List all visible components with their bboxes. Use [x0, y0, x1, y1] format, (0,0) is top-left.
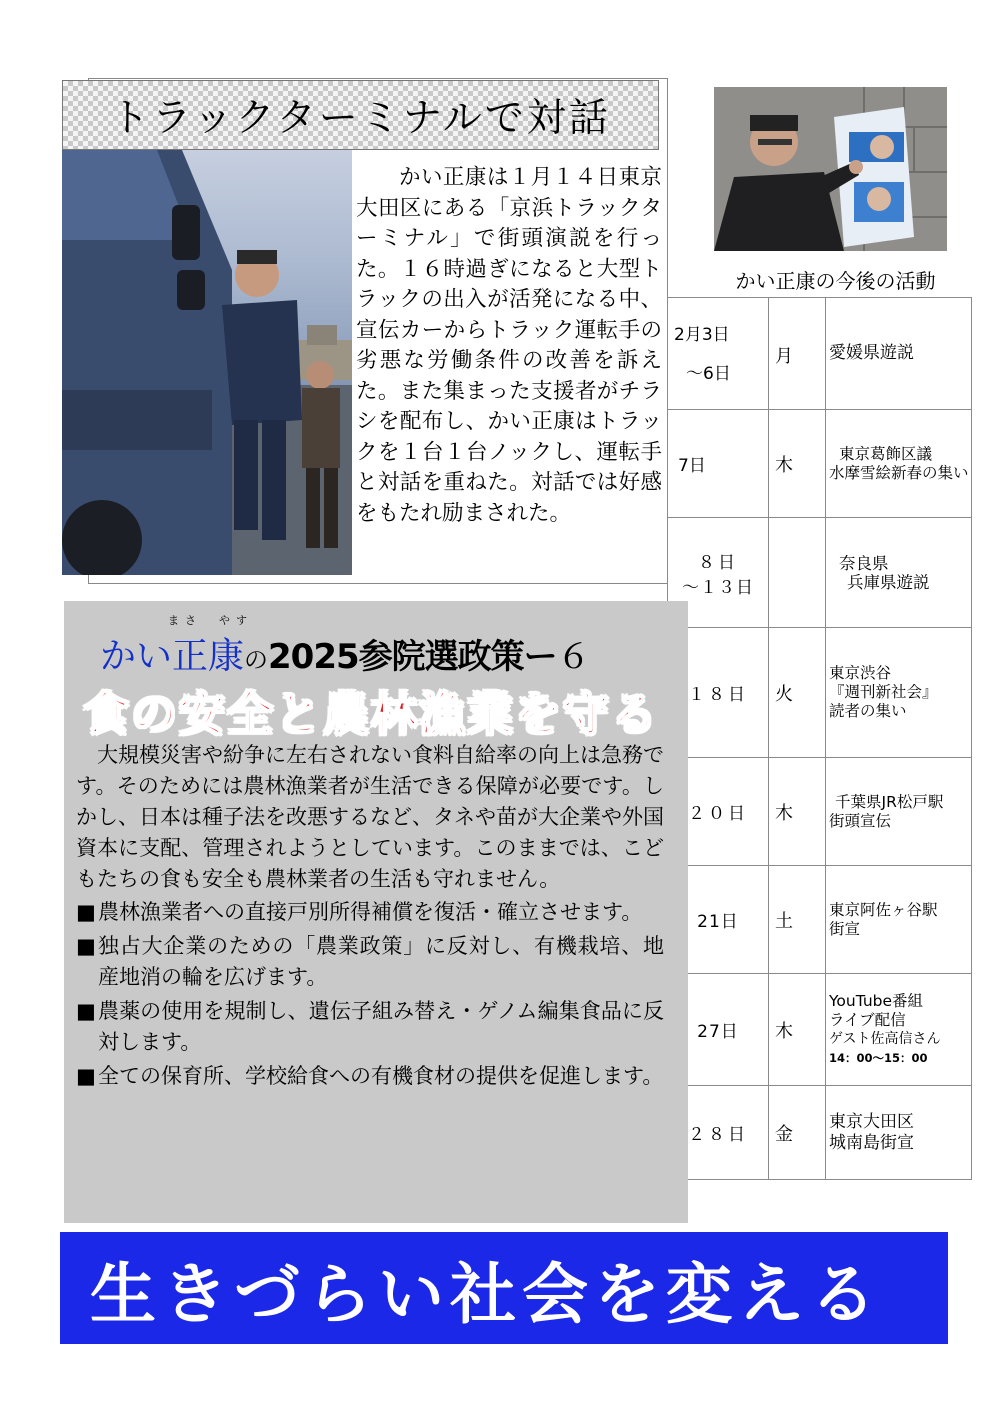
schedule-day: 月	[769, 298, 826, 410]
policy-headline-number: ６	[556, 637, 591, 677]
schedule-date-line1: 7日	[678, 456, 706, 476]
schedule-event	[826, 1086, 972, 1180]
policy-headline-title: 2025参院選政策ー	[268, 637, 557, 677]
schedule-event-line1: 奈良県	[839, 553, 889, 573]
policy-bullet: ■	[76, 900, 96, 924]
schedule-row	[668, 758, 972, 866]
schedule-event	[826, 518, 972, 628]
schedule-row	[668, 1086, 972, 1180]
policy-candidate-name: かい正康	[100, 636, 245, 677]
schedule-row	[668, 974, 972, 1086]
policy-bullet: ■	[76, 1064, 96, 1088]
article-title-box	[62, 80, 659, 150]
policy-headline-particle: の	[244, 646, 269, 674]
schedule-event-line2: 水摩雪絵新春の集い	[829, 463, 969, 482]
policy-item-text: 農薬の使用を規制し、遺伝子組み替え・ゲノム編集食品に反対します。	[98, 999, 664, 1054]
schedule-event-line2: 街宣	[829, 919, 861, 938]
schedule-date-line1: 2月3日	[674, 325, 730, 345]
policy-item-text: 農林漁業者への直接戸別所得補償を復活・確立させます。	[98, 900, 643, 924]
schedule-event	[826, 410, 972, 518]
schedule-table	[667, 297, 972, 1180]
policy-item	[76, 996, 664, 1058]
schedule-row	[668, 410, 972, 518]
schedule-date-line1: 27日	[697, 1022, 739, 1042]
schedule-date-line2: ～１３日	[682, 577, 754, 598]
schedule-date	[668, 410, 769, 518]
schedule-event-line2: 『週刊新社会』	[829, 683, 938, 701]
policy-bullet: ■	[76, 934, 96, 958]
schedule-event-line2: 城南島街宣	[829, 1132, 914, 1153]
policy-item-text: 独占大企業のための「農業政策」に反対し、有機栽培、地産地消の輪を広げます。	[98, 934, 664, 989]
article-body: かい正康は１月１４日東京大田区にある「京浜トラックターミナル」で街頭演説を行った。１６時過ぎになると大型トラックの出入が活発になる中、宣伝カーからトラック運転手の劣悪な労働条件の改善を訴えた。また集まった支援者がチラシを配布し、かい正康はトラックを１台１台ノックし、運転手と対話を重ねた。対話では好感をもたれ励まされた。	[356, 165, 662, 526]
schedule-event-line1: 東京大田区	[829, 1111, 914, 1132]
schedule-heading: かい正康の今後の活動	[735, 269, 936, 293]
schedule-date-line1: ２０日	[688, 804, 748, 824]
schedule-day: 火	[769, 628, 826, 758]
schedule-row	[668, 628, 972, 758]
truck-photo	[62, 150, 352, 575]
schedule-event-line1: 千葉県JR松戸駅	[835, 792, 944, 811]
schedule-date-line1: １８日	[688, 685, 748, 705]
schedule-date-line2: ～6日	[686, 364, 731, 384]
schedule-row	[668, 298, 972, 410]
slogan-banner	[60, 1232, 948, 1344]
schedule-event-line3: ゲスト佐高信さん	[829, 1030, 941, 1047]
schedule-day: 木	[769, 410, 826, 518]
schedule-day: 木	[769, 758, 826, 866]
schedule-row	[668, 518, 972, 628]
schedule-event-line1: YouTube番組	[829, 991, 924, 1010]
schedule-row	[668, 866, 972, 974]
schedule-event-line2: 兵庫県遊説	[847, 572, 930, 592]
schedule-event-line2: ライブ配信	[829, 1010, 906, 1029]
schedule-date-line1: ２８日	[688, 1125, 748, 1145]
policy-name-ruby: まさ やす	[168, 614, 253, 627]
schedule-event-line1: 東京阿佐ヶ谷駅	[829, 900, 938, 919]
policy-body	[76, 740, 664, 1095]
schedule-event	[826, 866, 972, 974]
schedule-day	[769, 518, 826, 628]
policy-item	[76, 931, 664, 993]
schedule-event-line1: 東京葛飾区議	[839, 444, 933, 463]
policy-intro: 大規模災害や紛争に左右されない食料自給率の向上は急務です。そのためには農林漁業者が生活できる保障が必要です。しかし、日本は種子法を改悪するなど、タネや苗が大企業や外国資本に支配、管理されようとしています。このままでは、こどもたちの食も安全も農林業者の生活も守れません。	[76, 743, 664, 891]
schedule-event	[826, 974, 972, 1086]
policy-headline	[100, 628, 591, 679]
schedule-event-line1: 東京渋谷	[829, 664, 892, 682]
schedule-day: 金	[769, 1086, 826, 1180]
schedule-day: 土	[769, 866, 826, 974]
schedule-date-line1: 21日	[697, 912, 739, 932]
schedule-event-line4: 14：00～15：00	[829, 1050, 928, 1065]
schedule-event	[826, 298, 972, 410]
poster-photo-illustration	[714, 87, 947, 251]
policy-item	[76, 1061, 664, 1092]
poster-photo	[714, 87, 947, 251]
schedule-date	[668, 298, 769, 410]
truck-photo-illustration	[62, 150, 352, 575]
schedule-event-line3: 読者の集い	[829, 702, 907, 720]
policy-item	[76, 897, 664, 928]
schedule-event-line2: 街頭宣伝	[829, 811, 892, 830]
article-title: トラックターミナルで対話	[110, 96, 611, 141]
schedule-date-line1: ８日	[698, 552, 738, 573]
slogan-text: 生きづらい社会を変える	[90, 1255, 882, 1333]
policy-item-text: 全ての保育所、学校給食への有機食材の提供を促進します。	[98, 1064, 664, 1088]
schedule-event	[826, 758, 972, 866]
schedule-event-line1: 愛媛県遊説	[829, 343, 914, 363]
schedule-day: 木	[769, 974, 826, 1086]
schedule-event	[826, 628, 972, 758]
policy-bullet: ■	[76, 999, 96, 1023]
policy-subtitle: 食の安全と農林漁業を守る	[83, 687, 659, 741]
